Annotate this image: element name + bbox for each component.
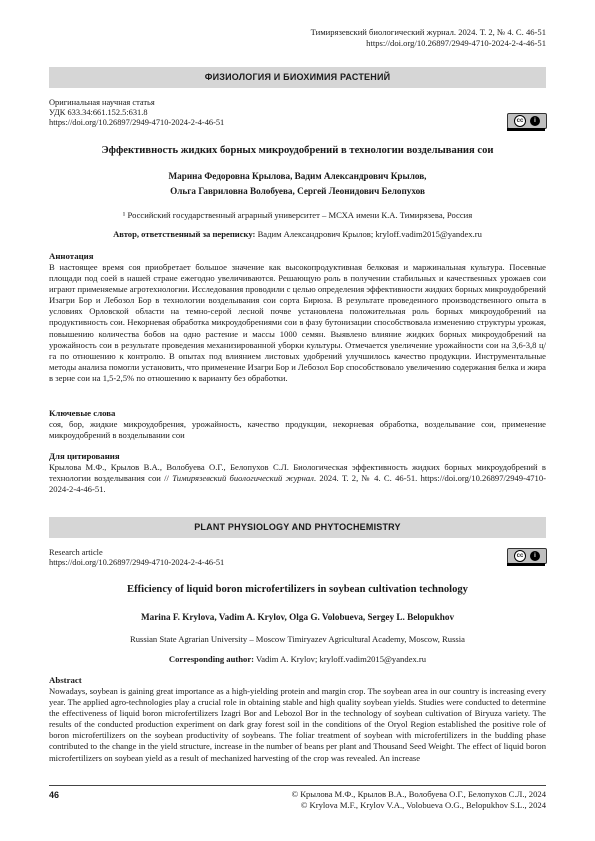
affiliation-en: Russian State Agrarian University – Moscow Timiryazev Agricultural Academy, Moscow, Russia bbox=[130, 634, 465, 644]
cc-by-license-icon-en[interactable] bbox=[507, 548, 547, 564]
affiliation-ru: ¹ Российский государственный аграрный университет – МСХА имени К.А. Тимирязева, Россия bbox=[122, 210, 473, 220]
copyright-ru: © Крылова М.Ф., Крылов В.А., Волобуева О.Г., Белопухов С.Л., 2024 bbox=[291, 789, 546, 799]
abstract-heading-en: Abstract bbox=[49, 675, 82, 685]
keywords-heading-ru: Ключевые слова bbox=[49, 408, 116, 418]
abstract-text-en: Nowadays, soybean is gaining great importance as a high-yielding protein and margin crop. The soybean area in our country is increasing every year. The applied agro-technologies play a crucial role in obtaining stable and high quality soybean yields. Studies were conducted to determine the effectiveness of liquid boron microfertilizers Izagri Bor and Lebozol Bor in the technology of soybean cultivation of Biryuza variety. The results of the conducted production experiment on dark gray forest soil in the conditions of the Oryol Region established the positive role of boron microfertilizers on the soybean productivity of soybeans. The foliar treatment of soybean with microfertilizers in the budding phase contributed to the change in the yield structure, increase in the number of beans per plant and Thousand Seed Weight. The effect of liquid boron microfertilizers on soybean yield as a result of mechanized harvesting of the crop was revealed. An increase bbox=[49, 686, 546, 763]
article-type-en: Research article bbox=[49, 548, 103, 557]
by-icon: i bbox=[530, 551, 540, 561]
cc-icon: cc bbox=[514, 550, 526, 562]
article-doi-en[interactable]: https://doi.org/10.26897/2949-4710-2024-2-4-46-51 bbox=[49, 558, 225, 568]
citation-text-ru bbox=[49, 462, 546, 495]
corresponding-label: Автор, ответственный за переписку: bbox=[113, 229, 256, 239]
copyright-en: © Krylova M.F., Krylov V.A., Volobueva O.G., Belopukhov S.L., 2024 bbox=[300, 800, 546, 810]
article-meta-en bbox=[49, 548, 224, 568]
footer-divider bbox=[49, 785, 546, 786]
abstract-text-ru: В настоящее время соя приобретает большое значение как высокопродуктивная белковая и маржинальная культура. Посевные площади под соей в нашей стране ежегодно увеличиваются. Решающую роль в получении стабильных и качественных урожаев сои играют применяемые агротехнологии. Исследования проводили с целью определения эффективности жидких борных микроудобрений Изагри Бор и Лебозол Бор в технологии возделывания сои сорта Бирюза. В результате проведенного производственного опыта в условиях Орловской области на темно-серой лесной почве установлена положительная роль борных микроудобрений на продуктивность сои. Некорневая обработка микроудобрениями сои в фазу бутонизации способствовала изменению структуры урожая, повышению количества бобов на одно растение и массы 1000 семян. Выявлено влияние жидких борных микроудобрений на урожайность сои в результате проведения механизированной уборки культуры. Отмечается увеличение урожайности сои на 3,6-3,8 ц/га по отношению к контролю. В опытах под влиянием листовых удобрений улучшилось качество продукции. Инструментальные методы анализа помогли установить, что применение Изагри Бор и Лебозол Бор способствовало увеличению содержания белка и жира в зерне сои на 1,5-2,5% по отношению к варианту без обработки. bbox=[49, 262, 546, 383]
authors-line-2: Ольга Гавриловна Волобуева, Сергей Леонидович Белопухов bbox=[170, 186, 425, 196]
authors-ru bbox=[49, 169, 546, 199]
cc-by-license-icon[interactable] bbox=[507, 113, 547, 129]
section-band-ru: ФИЗИОЛОГИЯ И БИОХИМИЯ РАСТЕНИЙ bbox=[49, 67, 546, 88]
license-strip bbox=[507, 128, 545, 131]
authors-en: Marina F. Krylova, Vadim A. Krylov, Olga G. Volobueva, Sergey L. Belopukhov bbox=[140, 612, 455, 622]
corresponding-value-en: Vadim A. Krylov; kryloff.vadim2015@yandex.ru bbox=[254, 654, 427, 664]
corresponding-en bbox=[49, 654, 546, 665]
corresponding-value: Вадим Александрович Крылов; kryloff.vadim2015@yandex.ru bbox=[255, 229, 482, 239]
citation-journal: Тимирязевский биологический журнал bbox=[172, 473, 314, 484]
citation-part-a: Крылова М.Ф., Крылов В.А., Волобуева О.Г., Белопухов С.Л. Биологическая эффективность жидких борных микроудобрений в технологии возделывания сои // bbox=[49, 462, 546, 484]
cc-icon: cc bbox=[514, 115, 526, 127]
corresponding-ru bbox=[49, 229, 546, 240]
udc-code: УДК 633.34:661.152.5:631.8 bbox=[49, 108, 148, 118]
header-doi[interactable]: https://doi.org/10.26897/2949-4710-2024-2-4-46-51 bbox=[366, 38, 546, 48]
license-strip-en bbox=[507, 563, 545, 566]
page-number: 46 bbox=[49, 790, 60, 800]
citation-part-b: . 2024. Т. 2, № 4. С. 46-51. https://doi.org/10.26897/2949-4710-2024-2-4-46-51. bbox=[49, 473, 546, 495]
keywords-text-ru: соя, бор, жидкие микроудобрения, урожайность, качество продукции, некорневая обработка, возделывание сои, применение микроудобрений в возделывании сои bbox=[49, 419, 546, 441]
article-type: Оригинальная научная статья bbox=[49, 98, 155, 107]
corresponding-label-en: Corresponding author: bbox=[168, 654, 254, 664]
abstract-heading-ru: Аннотация bbox=[49, 251, 94, 261]
authors-line-1: Марина Федоровна Крылова, Вадим Александрович Крылов, bbox=[168, 171, 427, 181]
copyright bbox=[292, 789, 546, 811]
section-band-en: PLANT PHYSIOLOGY AND PHYTOCHEMISTRY bbox=[49, 517, 546, 538]
article-meta-ru bbox=[49, 98, 224, 129]
article-title-ru: Эффективность жидких борных микроудобрений в технологии возделывания сои bbox=[101, 145, 494, 156]
journal-line: Тимирязевский биологический журнал. 2024. Т. 2, № 4. С. 46-51 bbox=[310, 27, 546, 37]
by-icon: i bbox=[530, 116, 540, 126]
running-header bbox=[311, 27, 546, 49]
article-doi[interactable]: https://doi.org/10.26897/2949-4710-2024-2-4-46-51 bbox=[49, 118, 225, 128]
article-title-en: Efficiency of liquid boron microfertilizers in soybean cultivation technology bbox=[127, 584, 468, 595]
citation-heading-ru: Для цитирования bbox=[49, 451, 120, 461]
